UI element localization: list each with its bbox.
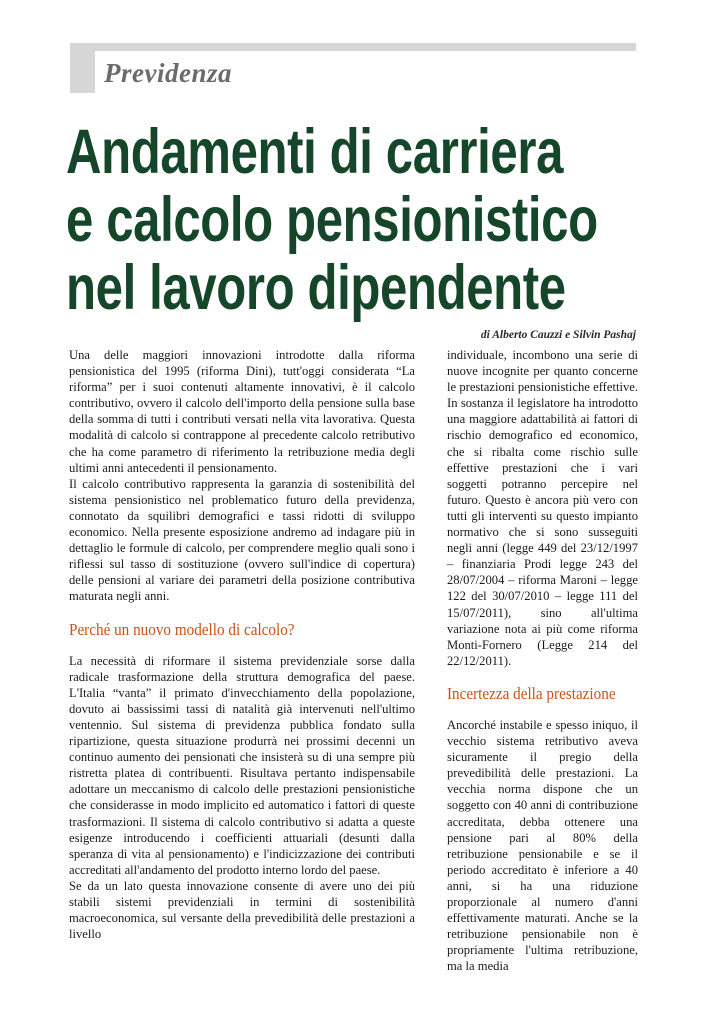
headline-line-3: nel lavoro dipendente (66, 253, 566, 323)
headline-line-2: e calcolo pensionistico (66, 185, 598, 255)
paragraph: Se da un lato questa innovazione consente di avere uno dei più stabili sistemi previdenziali in termini di sostenibilità macroeconomica, sul versante della prevedibilità delle prestazioni a livello (69, 878, 415, 942)
paragraph: Una delle maggiori innovazioni introdotte dalla riforma pensionistica del 1995 (riforma Dini), tutt'oggi considerata “La riforma” per i suoi contenuti altamente innovativi, è il calcolo contributivo, ovvero il calcolo dell'importo della pensione sulla base della somma di tutti i contributi versati nella vita lavorativa. Questa modalità di calcolo si contrappone al precedente calcolo retributivo che ha come parametro di riferimento la retribuzione media degli ultimi anni antecedenti il pensionamento. (69, 348, 415, 475)
left-column (69, 347, 415, 942)
header-rule (70, 43, 636, 51)
section-title: Previdenza (104, 58, 232, 88)
subheading-uncertainty: Incertezza della prestazione (447, 683, 616, 703)
paragraph: La necessità di riformare il sistema previdenziale sorse dalla radicale trasformazione della struttura demografica del paese. L'Italia “vanta” il primato d'invecchiamento della popolazione, dovuto ai bassissimi tassi di natalità già intervenuti nell'ultimo ventennio. Sul sistema di previdenza pubblica fondato sulla ripartizione, questa situazione produrrà nei prossimi decenni un continuo aumento dei pensionati che insisterà su di una sempre più ristretta platea di contribuenti. Risultava pertanto indispensabile adottare un meccanismo di calcolo delle prestazioni pensionistiche che considerasse in modo implicito ed automatico i fattori di queste trasformazioni. Il sistema di calcolo contributivo si adatta a queste esigenze introducendo i coefficienti attuariali (desunti dalla speranza di vita al pensionamento) e l'indicizzazione dei contributi accreditati all'andamento del prodotto interno lordo del paese. (69, 653, 415, 877)
page-title (66, 117, 598, 323)
paragraph: Il calcolo contributivo rappresenta la garanzia di sostenibilità del sistema pensionistico nel problematico futuro della previdenza, connotato da squilibri demografici e tassi ridotti di sviluppo economico. Nella presente esposizione andremo ad indagare più in dettaglio le formule di calcolo, per comprendere meglio quali sono i riflessi sul tasso di sostituzione (ovvero sull'indice di copertura) delle pensioni al variare dei parametri della posizione contributiva maturata negli anni. (69, 476, 415, 604)
right-column (447, 347, 638, 974)
subheading-new-model: Perché un nuovo modello di calcolo? (69, 619, 295, 639)
paragraph: individuale, incombono una serie di nuove incognite per quanto concerne le prestazioni pensionistiche effettive. In sostanza il legislatore ha introdotto una maggiore adattabilità ai fattori di rischio demografico ed economico, che si ribalta come rischio sulle effettive prestazioni che i vari soggetti potranno percepire nel futuro. Questo è ancora più vero con tutti gli interventi su questo impianto normativo che si sono susseguiti negli anni (legge 449 del 23/12/1997 – finanziaria Prodi legge 243 del 28/07/2004 – riforma Maroni – legge 122 del 30/07/2010 – legge 111 del 15/07/2011), sino all'ultima variazione nota ai più come riforma Monti-Fornero (Legge 214 del 22/12/2011). (447, 348, 638, 668)
headline-line-1: Andamenti di carriera (66, 117, 564, 187)
paragraph: Ancorché instabile e spesso iniquo, il vecchio sistema retributivo aveva sicuramente il pregio della prevedibilità delle prestazioni. La vecchia norma dispone che un soggetto con 40 anni di contribuzione accreditata, debba ottenere una pensione pari al 80% della retribuzione pensionabile e se il periodo accreditato è inferiore a 40 anni, si ha una riduzione proporzionale al numero d'anni effettivamente maturati. Anche se la retribuzione pensionabile non è propriamente l'ultima retribuzione, ma la media (447, 717, 638, 974)
header-side-block (70, 43, 95, 93)
byline: di Alberto Cauzzi e Silvin Pashaj (480, 329, 636, 341)
